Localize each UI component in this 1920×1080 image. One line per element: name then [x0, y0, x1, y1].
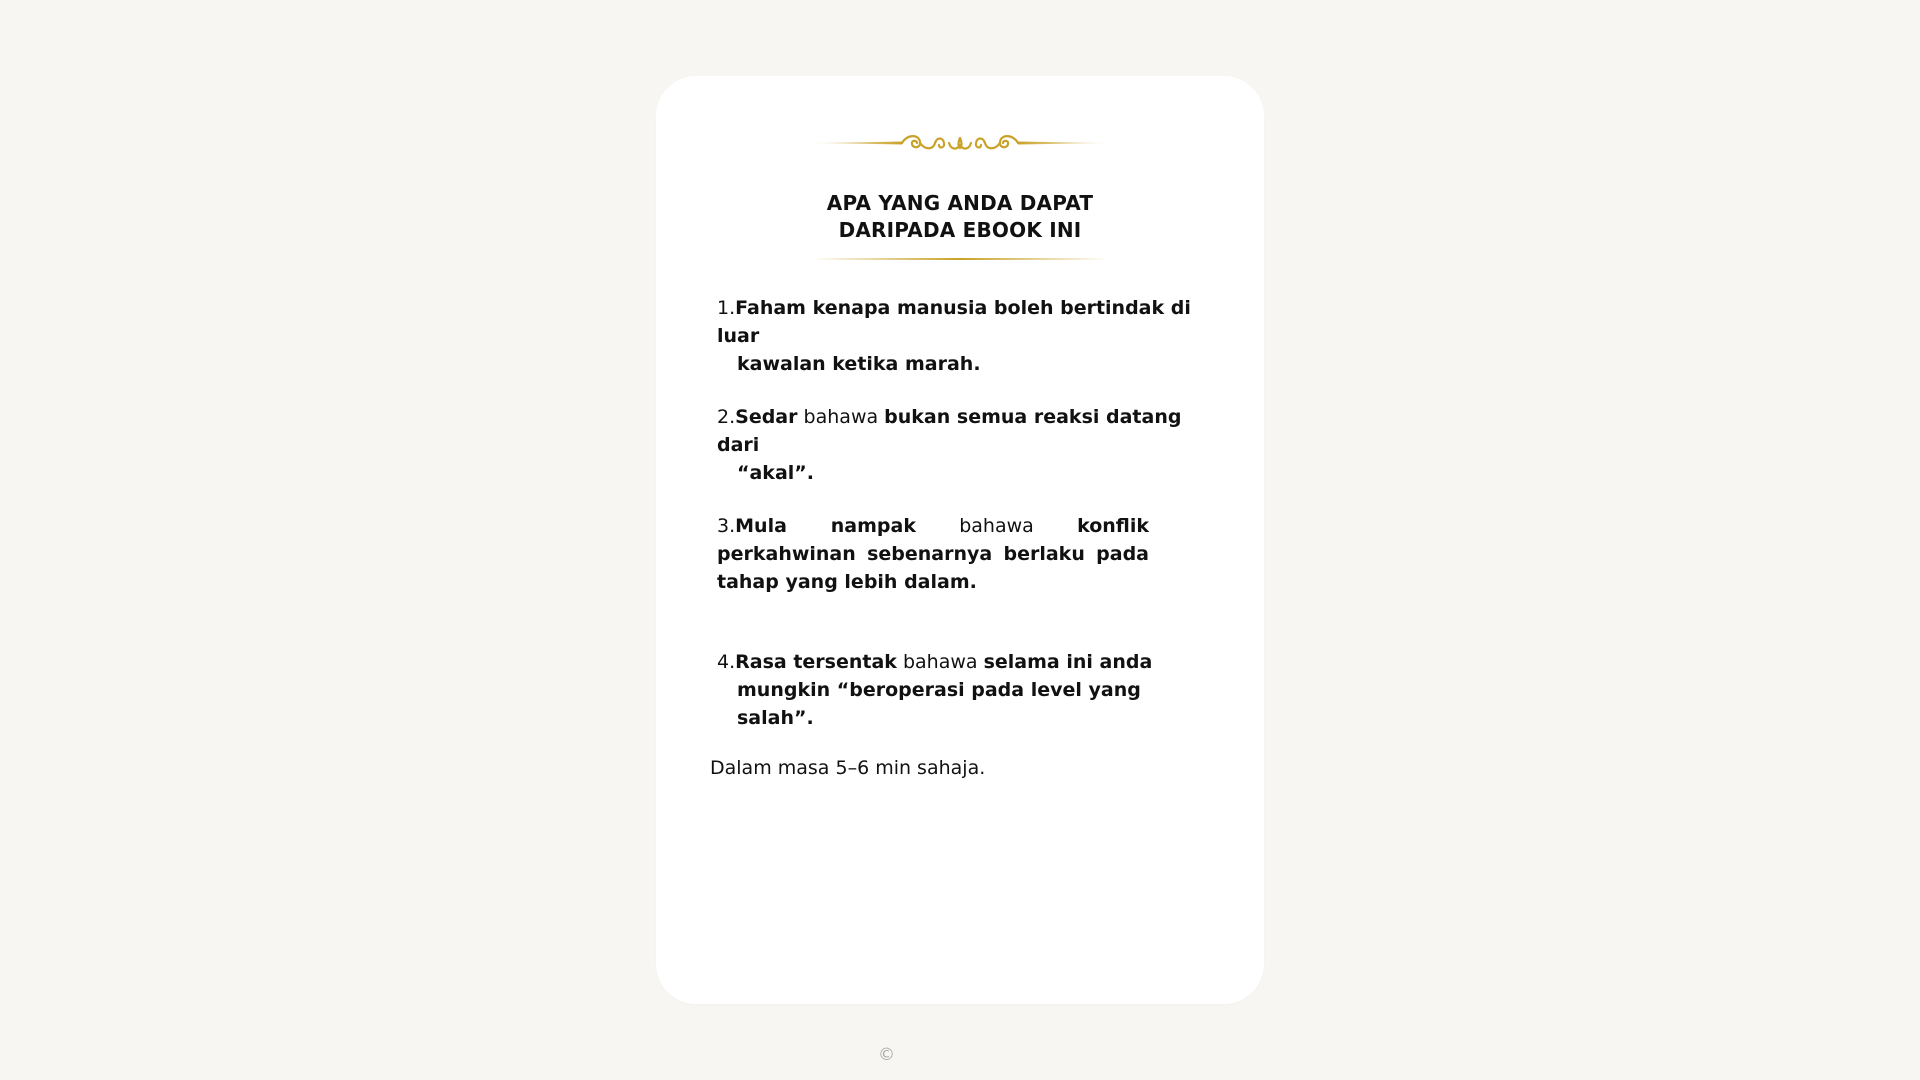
- copyright-symbol: ©: [878, 1045, 895, 1065]
- ebook-card: [656, 76, 1264, 1004]
- title-line-2: DARIPADA EBOOK INI: [838, 218, 1082, 242]
- list-item: 2.Sedar bahawa bukan semua reaksi datang dari “akal”.: [717, 406, 1182, 484]
- list-item: 4.Rasa tersentak bahawa selama ini anda mungkin “beroperasi pada level yang salah”.: [717, 651, 1153, 729]
- list-item: 1.Faham kenapa manusia boleh bertindak di luar kawalan ketika marah.: [717, 297, 1191, 375]
- flourish-divider-icon: [807, 128, 1113, 158]
- page-title: [656, 190, 1264, 244]
- reading-time-note: Dalam masa 5–6 min sahaja.: [710, 757, 986, 779]
- title-line-1: APA YANG ANDA DAPAT: [826, 191, 1094, 215]
- list-item: 3.Mula nampak bahawa konflik perkahwinan sebenarnya berlaku pada tahap yang lebih dalam.: [717, 515, 1149, 593]
- title-underline: [811, 258, 1109, 260]
